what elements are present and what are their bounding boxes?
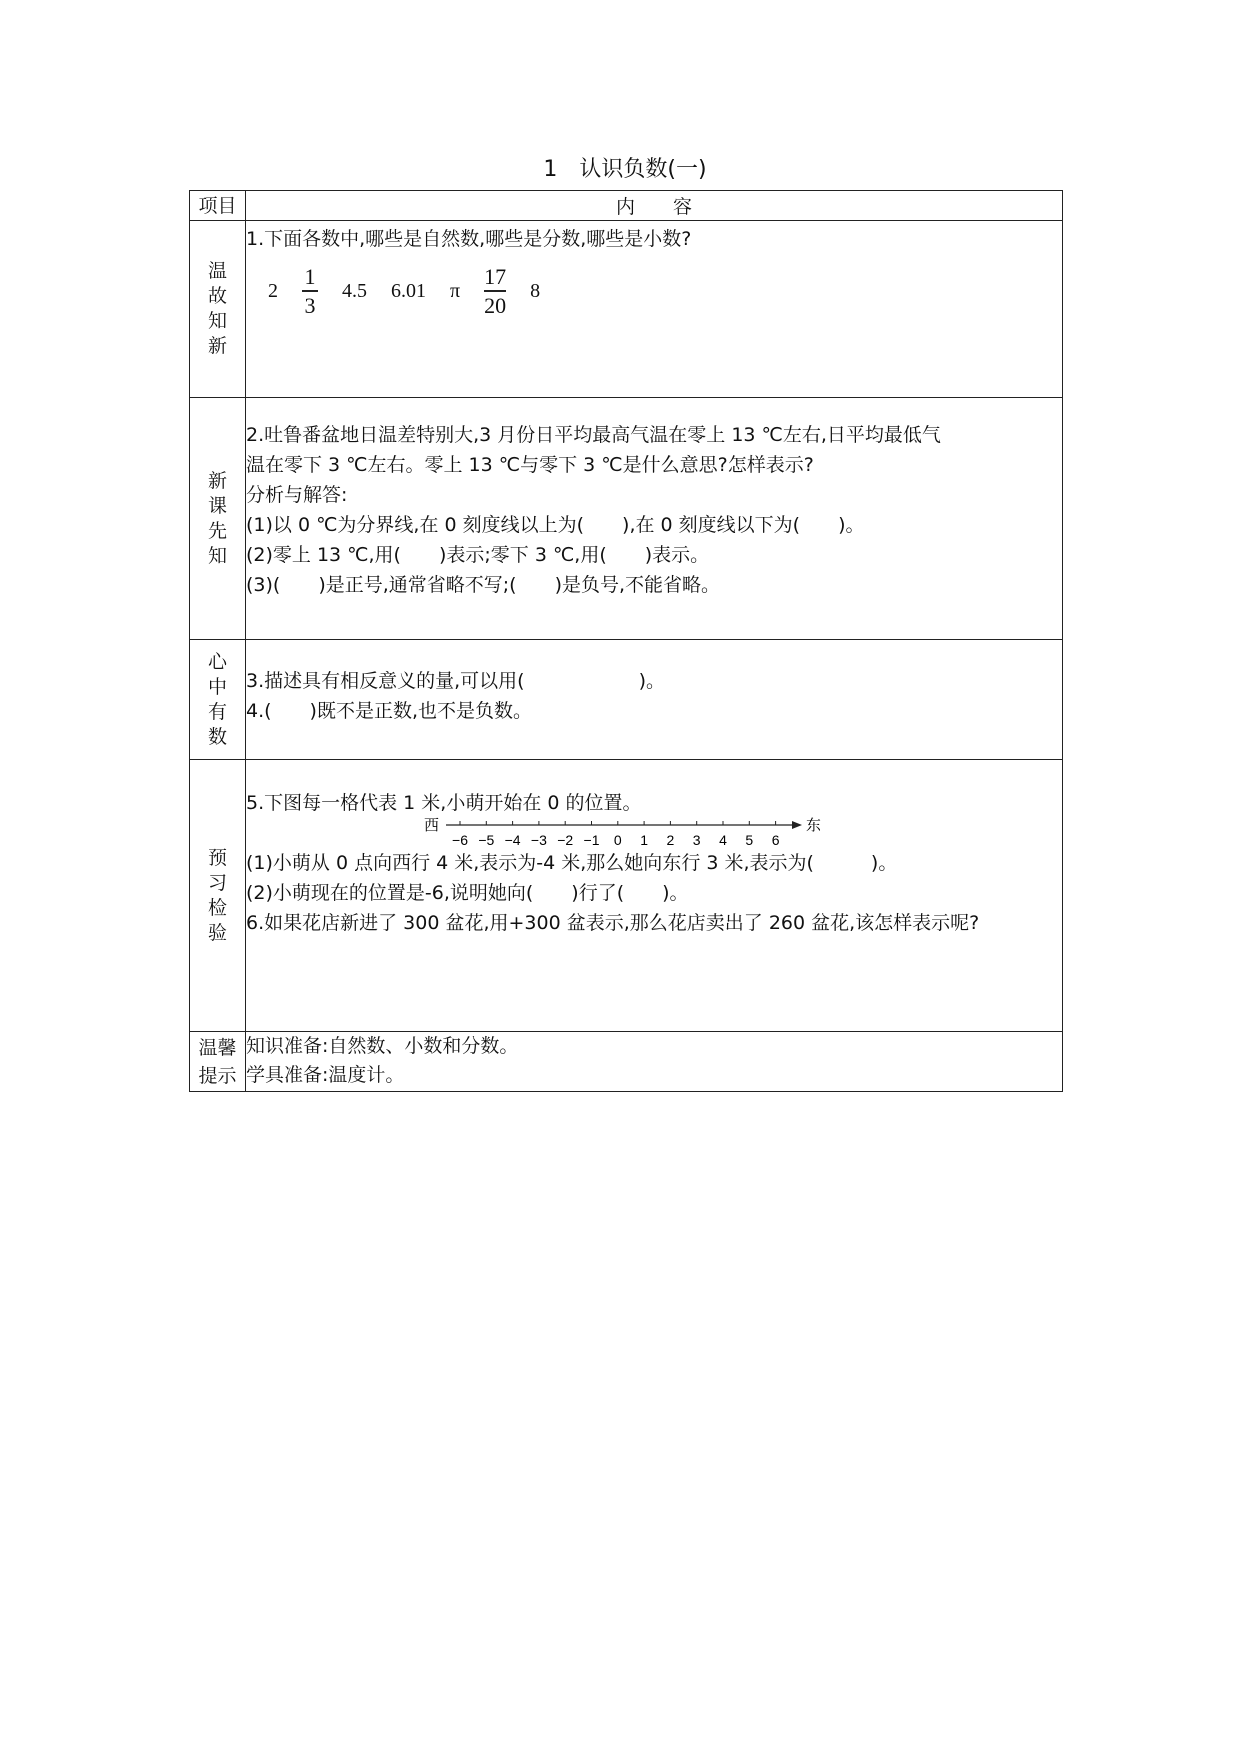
fraction-numerator: 17 <box>484 264 507 290</box>
tick-label: −3 <box>530 832 547 848</box>
tick-label: −1 <box>583 832 600 848</box>
question-2-line-1: 2.吐鲁番盆地日温差特别大,3 月份日平均最高气温在零上 13 ℃左右,日平均最低气 <box>246 424 941 446</box>
question-6: 6.如果花店新进了 300 盆花,用+300 盆表示,那么花店卖出了 260 盆花,该怎样表示呢? <box>246 912 980 934</box>
tick-label: 3 <box>692 832 701 848</box>
fraction-denominator: 20 <box>484 292 507 318</box>
number-item: 6.01 <box>391 279 426 302</box>
number-list <box>246 258 1062 324</box>
analysis-heading: 分析与解答: <box>246 484 348 506</box>
question-5: 5.下图每一格代表 1 米,小萌开始在 0 的位置。 <box>246 792 642 814</box>
tick-label: 1 <box>640 832 648 848</box>
answer-part-3: (3)( )是正号,通常省略不写;( )是负号,不能省略。 <box>246 574 721 596</box>
row-label-text: 预习检验 <box>207 846 227 944</box>
row-label-tips <box>190 1032 246 1092</box>
table-row <box>190 221 1063 398</box>
tips-line-1: 知识准备:自然数、小数和分数。 <box>246 1035 519 1057</box>
header-item: 项目 <box>190 191 246 221</box>
table-row <box>190 640 1063 760</box>
tick-label: −5 <box>478 832 495 848</box>
tips-line-2: 学具准备:温度计。 <box>246 1064 405 1086</box>
row-label-text: 温故知新 <box>207 260 227 357</box>
table-header-row <box>190 191 1063 221</box>
fraction-seventeen-twentieths <box>484 263 506 318</box>
row-content-new-lesson <box>246 398 1063 640</box>
row-content-mind <box>246 640 1063 760</box>
question-4: 4.( )既不是正数,也不是负数。 <box>246 700 532 722</box>
row-label-preview <box>190 760 246 1032</box>
header-content: 内 容 <box>246 191 1063 221</box>
tick-label: −4 <box>504 832 521 848</box>
fraction-one-third <box>302 263 318 318</box>
question-3: 3.描述具有相反意义的量,可以用( )。 <box>246 670 665 692</box>
arrow-right-icon <box>792 821 802 829</box>
number-item: 2 <box>268 279 278 302</box>
fraction-numerator: 1 <box>304 264 316 290</box>
question-1: 1.下面各数中,哪些是自然数,哪些是分数,哪些是小数? <box>246 228 692 250</box>
row-label-new-lesson <box>190 398 246 640</box>
tick-label: 5 <box>745 832 754 848</box>
question-5-part-1: (1)小萌从 0 点向西行 4 米,表示为-4 米,那么她向东行 3 米,表示为( )。 <box>246 852 898 874</box>
row-label-mind <box>190 640 246 760</box>
tick-label: 2 <box>666 832 675 848</box>
row-label-text: 心中有数 <box>207 650 227 748</box>
tick-label: −6 <box>452 832 468 848</box>
number-item: 4.5 <box>342 279 367 302</box>
tick-label: 0 <box>613 832 622 848</box>
lesson-table <box>189 190 1063 1092</box>
row-label-text: 温馨提示 <box>198 1036 237 1087</box>
row-content-tips <box>246 1032 1063 1092</box>
row-content-review <box>246 221 1063 398</box>
page-title: 1 认识负数(一) <box>543 157 707 182</box>
tick-label: 4 <box>719 832 727 848</box>
table-row <box>190 1032 1063 1092</box>
question-5-part-2: (2)小萌现在的位置是-6,说明她向( )行了( )。 <box>246 882 689 904</box>
table-row <box>190 760 1063 1032</box>
number-item: π <box>450 279 461 302</box>
tick-label: −2 <box>557 832 574 848</box>
row-label-text: 新课先知 <box>207 469 227 567</box>
east-label: 东 <box>806 817 822 834</box>
number-item: 8 <box>530 279 541 302</box>
fraction-denominator: 3 <box>304 292 316 318</box>
west-label: 西 <box>424 817 440 834</box>
table-row <box>190 398 1063 640</box>
answer-part-2: (2)零上 13 ℃,用( )表示;零下 3 ℃,用( )表示。 <box>246 544 710 566</box>
question-2-line-2: 温在零下 3 ℃左右。零上 13 ℃与零下 3 ℃是什么意思?怎样表示? <box>246 454 814 476</box>
row-label-review <box>190 221 246 398</box>
number-line-diagram <box>424 816 834 850</box>
row-content-preview <box>246 760 1063 1032</box>
tick-label: 6 <box>771 832 780 848</box>
answer-part-1: (1)以 0 ℃为分界线,在 0 刻度线以上为( ),在 0 刻度线以下为( )。 <box>246 514 865 536</box>
